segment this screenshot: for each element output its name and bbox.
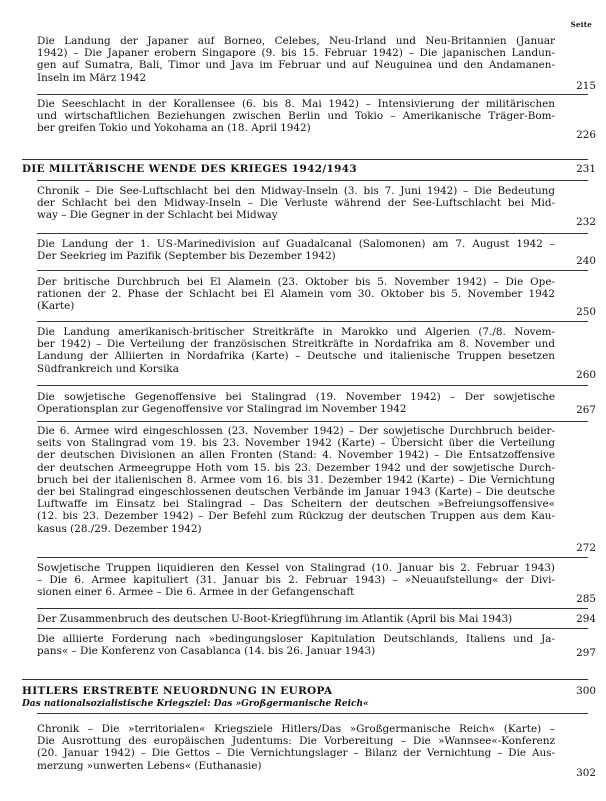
toc-entry-korallensee xyxy=(37,98,555,135)
entry-line: Chronik – Die »territorialen« Kriegsziele Hitlers/Das »Großgermanische Reich« (Karte) – xyxy=(37,723,555,735)
toc-entry-midway xyxy=(37,185,555,222)
entry-line: Landung der Alliierten in Nordafrika (Karte) – Deutsche und italienische Truppen besetzen xyxy=(37,350,555,363)
entry-line: Luftwaffe im Einsatz bei Stalingrad – Das Scheitern der deutschen »Befreiungsoffensive« xyxy=(37,498,555,511)
toc-entry-gegenoffensive xyxy=(37,391,555,415)
toc-entry-el-alamein xyxy=(37,276,555,313)
toc-entry-kessel-stalingrad xyxy=(37,562,555,599)
entry-line: kasus (28./29. Dezember 1942) xyxy=(37,522,202,535)
entry-divider xyxy=(37,385,588,386)
page-number: 260 xyxy=(576,369,596,381)
section-title-neuordnung-europa: HITLERS ERSTREBTE NEUORDNUNG IN EUROPA xyxy=(22,685,333,697)
entry-divider xyxy=(37,233,588,234)
entry-line: ber 1942) – Die Verteilung der französischen Streitkräfte in Nordafrika am 8. November und xyxy=(37,338,555,351)
entry-divider xyxy=(37,421,588,422)
section-divider xyxy=(22,159,588,160)
section-subtitle: Das nationalsozialistische Kriegsziel: Das »Großgermanische Reich« xyxy=(22,699,369,709)
section-divider xyxy=(22,679,588,680)
entry-divider xyxy=(37,628,588,629)
entry-line: und wirtschaftlichen Beziehungen zwischen Berlin und Tokio – Amerikanische Träger-Bom- xyxy=(37,110,555,123)
entry-line: sionen einer 6. Armee – Die 6. Armee in der Gefangenschaft xyxy=(37,586,355,599)
entry-line: Die sowjetische Gegenoffensive bei Stalingrad (19. November 1942) – Der sowjetische xyxy=(37,391,555,403)
entry-line: – Die 6. Armee kapituliert (31. Januar bis 2. Februar 1943) – »Neuaufstellung« der Divi- xyxy=(37,574,555,587)
page-number: 285 xyxy=(576,593,596,605)
page-number: 300 xyxy=(576,685,596,697)
entry-line: 1942) – Die Japaner erobern Singapore (9. bis 15. Februar 1942) – Die japanischen Landun- xyxy=(37,47,555,60)
entry-divider xyxy=(37,557,588,558)
toc-entry-kriegsziele xyxy=(37,723,555,772)
entry-line: Die Landung der 1. US-Marinedivision auf Guadalcanal (Salomonen) am 7. August 1942 – xyxy=(37,238,555,250)
entry-divider xyxy=(37,180,588,181)
page-number: 231 xyxy=(576,163,596,175)
entry-divider xyxy=(37,713,588,714)
entry-line: way – Die Gegner in der Schlacht bei Midway xyxy=(37,209,278,222)
section-title-militaerische-wende: DIE MILITÄRISCHE WENDE DES KRIEGES 1942/1943 xyxy=(22,163,358,175)
toc-entry-6-armee-eingeschlossen xyxy=(37,425,555,535)
entry-line: ber greifen Tokio und Yokohama an (18. April 1942) xyxy=(37,122,311,135)
entry-line: der deutschen Armeegruppe Hoth vom 15. bis 23. Dezember 1942 und der sowjetische Durch- xyxy=(37,461,555,474)
entry-line: der Schlacht bei den Midway-Inseln – Die Verluste während der See-Luftschlacht bei Mid- xyxy=(37,197,555,210)
entry-line: (Karte) xyxy=(37,300,75,313)
entry-line: Der Seekrieg im Pazifik (September bis Dezember 1942) xyxy=(37,250,336,263)
seite-label: Seite xyxy=(570,20,592,29)
entry-divider xyxy=(37,94,588,95)
entry-line: Der britische Durchbruch bei El Alamein (23. Oktober bis 5. November 1942) – Die Ope- xyxy=(37,276,555,288)
page-number: 297 xyxy=(576,647,596,659)
page-number: 215 xyxy=(576,80,596,92)
page-number: 226 xyxy=(576,129,596,141)
toc-entry-u-boot xyxy=(37,613,555,625)
entry-line: Die 6. Armee wird eingeschlossen (23. November 1942) – Der sowjetische Durchbruch beider- xyxy=(37,425,555,437)
entry-line: seits von Stalingrad vom 19. bis 23. November 1942 (Karte) – Übersicht über die Verteilung xyxy=(37,437,555,450)
entry-divider xyxy=(37,608,588,609)
entry-line: (12. bis 23. Dezember 1942) – Der Befehl zum Rückzug der deutschen Truppen aus dem Kau- xyxy=(37,510,555,523)
entry-line: (20. Januar 1942) – Die Gettos – Die Vernichtungslager – Bilanz der Vernichtung – Die Aus- xyxy=(37,747,555,760)
entry-line: Sowjetische Truppen liquidieren den Kessel von Stalingrad (10. Januar bis 2. Februar 1943) xyxy=(37,562,555,574)
entry-divider xyxy=(37,270,588,271)
page-number: 240 xyxy=(576,255,596,267)
entry-line: Die Landung amerikanisch-britischer Streitkräfte in Marokko und Algerien (7./8. Novem- xyxy=(37,326,555,338)
page-number: 267 xyxy=(576,404,596,416)
page-number: 302 xyxy=(576,767,596,779)
page-number: 294 xyxy=(576,613,596,625)
entry-line: Die alliierte Forderung nach »bedingungsloser Kapitulation Deutschlands, Italiens und Ja- xyxy=(37,633,555,645)
entry-line: Die Seeschlacht in der Korallensee (6. bis 8. Mai 1942) – Intensivierung der militärischen xyxy=(37,98,555,110)
page-number: 232 xyxy=(576,216,596,228)
page-number: 250 xyxy=(576,306,596,318)
entry-line: Inseln im März 1942 xyxy=(37,71,147,84)
entry-divider xyxy=(37,321,588,322)
entry-line: der deutschen Divisionen an allen Fronten (Stand: 4. November 1942) – Die Entsatzoffensive xyxy=(37,449,555,462)
entry-line: Die Ausrottung des europäischen Judentums: Die Vorbereitung – Die »Wannsee«-Konferenz xyxy=(37,735,555,748)
entry-line: Die Landung der Japaner auf Borneo, Celebes, Neu-Irland und Neu-Britannien (Januar xyxy=(37,35,555,47)
entry-line: Operationsplan zur Gegenoffensive vor Stalingrad im November 1942 xyxy=(37,403,407,416)
entry-line: der bei Stalingrad eingeschlossenen deutschen Verbände im Januar 1943 (Karte) – Die deutsche xyxy=(37,486,555,499)
entry-line: pans« – Die Konferenz von Casablanca (14. bis 26. Januar 1943) xyxy=(37,645,376,658)
entry-line: merzung »unwerten Lebens« (Euthanasie) xyxy=(37,759,262,772)
entry-line: gen auf Sumatra, Bali, Timor und Java im Februar und auf Neuguinea und den Andamanen- xyxy=(37,59,555,72)
toc-entry-landung-japaner xyxy=(37,35,555,84)
toc-entry-marokko-algerien xyxy=(37,326,555,375)
entry-line: rationen der 2. Phase der Schlacht bei El Alamein vom 30. Oktober bis 5. November 1942 xyxy=(37,288,555,301)
entry-line: bruch bei der italienischen 8. Armee vom 16. bis 31. Dezember 1942 (Karte) – Die Vernichtung xyxy=(37,473,555,486)
page-number: 272 xyxy=(576,542,596,554)
entry-line: Der Zusammenbruch des deutschen U-Boot-Kriegführung im Atlantik (April bis Mai 1943) xyxy=(37,613,513,625)
entry-line: Chronik – Die See-Luftschlacht bei den Midway-Inseln (3. bis 7. Juni 1942) – Die Bedeutung xyxy=(37,185,555,197)
toc-entry-guadalcanal xyxy=(37,238,555,262)
toc-entry-casablanca xyxy=(37,633,555,657)
entry-line: Südfrankreich und Korsika xyxy=(37,362,179,375)
